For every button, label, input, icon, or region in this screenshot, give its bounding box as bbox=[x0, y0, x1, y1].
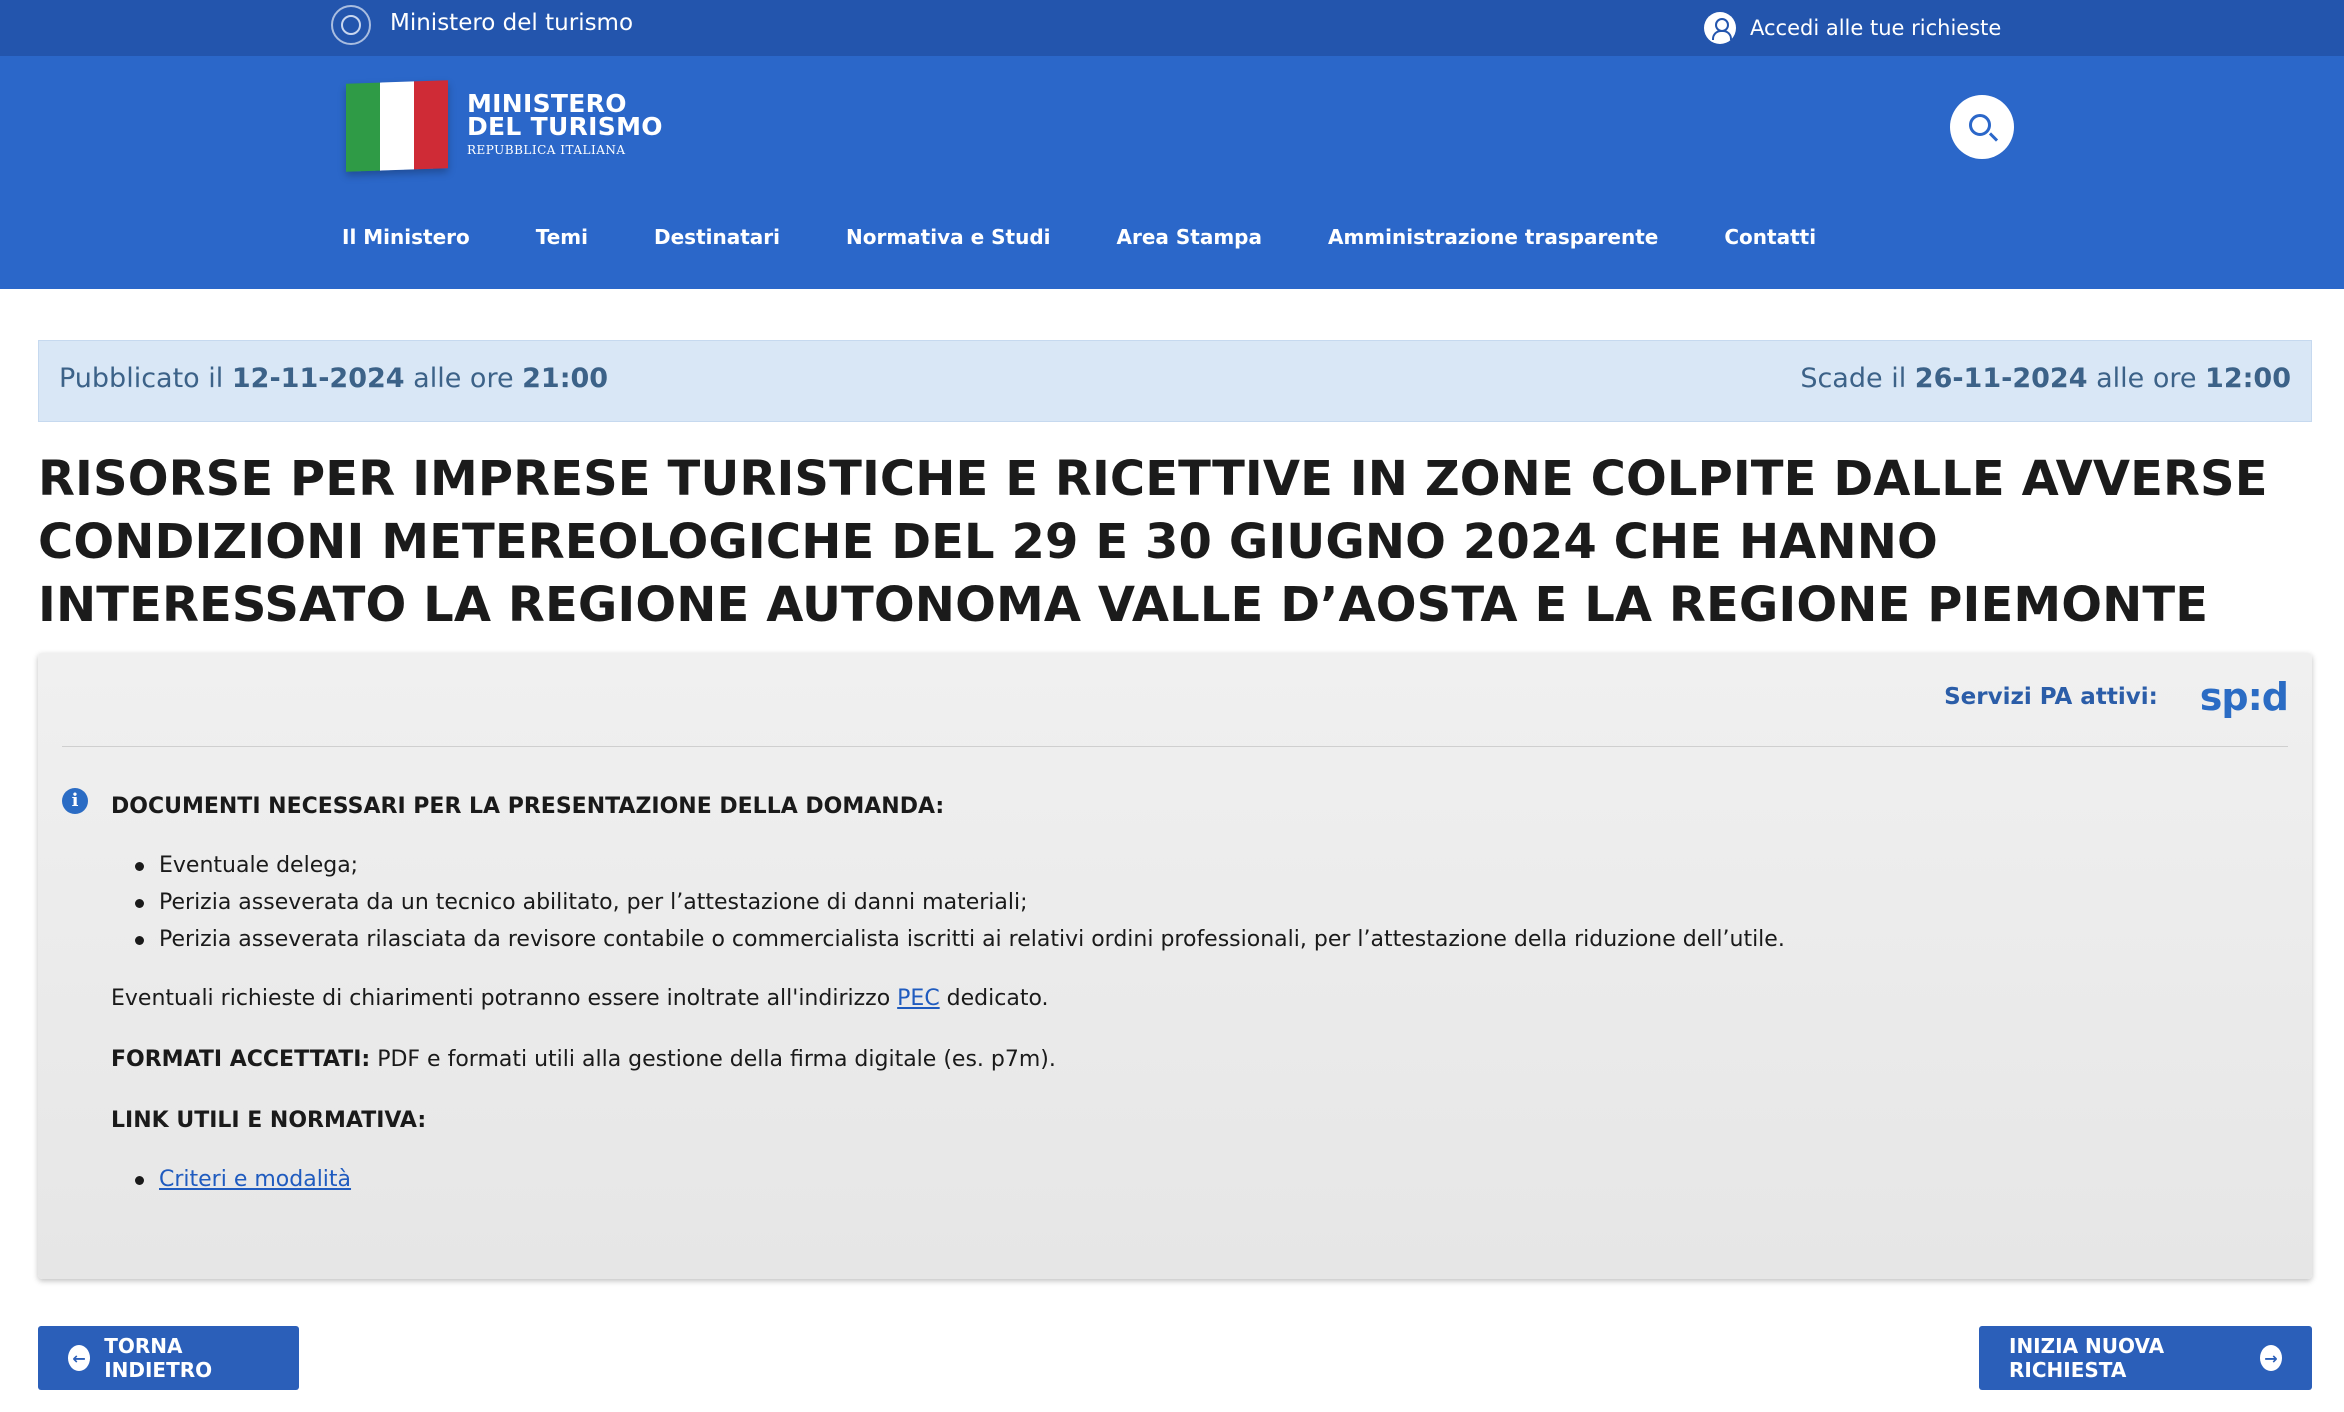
list-item bbox=[135, 1161, 2261, 1198]
docs-list bbox=[135, 847, 2261, 958]
info-icon: i bbox=[62, 788, 88, 814]
org-name[interactable]: Ministero del turismo bbox=[390, 10, 634, 36]
pec-link[interactable]: PEC bbox=[897, 986, 940, 1011]
expiry-time: 12:00 bbox=[2205, 363, 2291, 394]
nav-item-normativa[interactable]: Normativa e Studi bbox=[846, 225, 1051, 249]
logo-line-3: REPUBBLICA ITALIANA bbox=[467, 143, 626, 157]
page-title: RISORSE PER IMPRESE TURISTICHE E RICETTIVE IN ZONE COLPITE DALLE AVVERSE CONDIZIONI METEREOLOGICHE DEL 29 E 30 GIUGNO 2024 CHE HANNO INTERESSATO LA REGIONE AUTONOMA VALLE D’AOSTA E LA REGIONE PIEMONTE bbox=[38, 451, 2268, 633]
spid-logo: sp:d bbox=[2199, 675, 2288, 719]
list-item: Perizia asseverata da un tecnico abilitato, per l’attestazione di danni materiali; bbox=[135, 884, 2261, 921]
emblem-icon bbox=[331, 5, 371, 45]
nav-item-temi[interactable]: Temi bbox=[535, 225, 588, 249]
nav-item-destinatari[interactable]: Destinatari bbox=[654, 225, 780, 249]
published-time: 21:00 bbox=[522, 363, 609, 394]
formats-label: FORMATI ACCETTATI: bbox=[111, 1047, 371, 1072]
main-header bbox=[0, 56, 2344, 289]
dates-banner bbox=[38, 340, 2312, 422]
published-info: Pubblicato il 12-11-2024 alle ore 21:00 bbox=[59, 363, 609, 394]
arrow-right-circle-icon: → bbox=[2260, 1345, 2282, 1371]
nav-item-area-stampa[interactable]: Area Stampa bbox=[1116, 225, 1262, 249]
services-label: Servizi PA attivi: bbox=[1944, 684, 2158, 710]
pec-paragraph: Eventuali richieste di chiarimenti potranno essere inoltrate all'indirizzo PEC dedicato. bbox=[111, 986, 1049, 1011]
links-list bbox=[135, 1161, 2261, 1198]
new-request-button[interactable] bbox=[1979, 1326, 2312, 1390]
italian-flag-logo[interactable] bbox=[346, 80, 448, 172]
logo-line-1: MINISTERO bbox=[467, 89, 627, 118]
formats-paragraph: FORMATI ACCETTATI: PDF e formati utili alla gestione della firma digitale (es. p7m). bbox=[111, 1047, 1056, 1072]
expiry-info: Scade il 26-11-2024 alle ore 12:00 bbox=[1800, 363, 2291, 394]
search-icon bbox=[1969, 114, 1991, 136]
site-logo-text[interactable] bbox=[467, 89, 663, 157]
login-link[interactable] bbox=[1704, 11, 2001, 45]
main-nav bbox=[342, 222, 1882, 252]
criteri-link[interactable]: Criteri e modalità bbox=[159, 1167, 352, 1192]
card-divider bbox=[62, 746, 2288, 747]
nav-item-amministrazione[interactable]: Amministrazione trasparente bbox=[1327, 225, 1659, 249]
published-date: 12-11-2024 bbox=[231, 363, 405, 394]
login-label: Accedi alle tue richieste bbox=[1750, 16, 2002, 40]
nav-item-contatti[interactable]: Contatti bbox=[1724, 225, 1817, 249]
back-button[interactable] bbox=[38, 1326, 299, 1390]
new-request-button-label: INIZIA NUOVA RICHIESTA bbox=[2009, 1334, 2165, 1382]
links-heading: LINK UTILI E NORMATIVA: bbox=[111, 1108, 427, 1133]
search-button[interactable] bbox=[1950, 95, 2014, 159]
active-services bbox=[1944, 677, 2288, 717]
expiry-date: 26-11-2024 bbox=[1914, 363, 2088, 394]
slim-header bbox=[0, 0, 2344, 56]
logo-line-2: DEL TURISMO bbox=[467, 112, 663, 141]
list-item: Eventuale delega; bbox=[135, 847, 2261, 884]
card-body bbox=[111, 788, 2261, 1220]
arrow-left-circle-icon: ← bbox=[68, 1345, 90, 1371]
user-icon bbox=[1704, 12, 1736, 44]
back-button-label: TORNA INDIETRO bbox=[104, 1334, 213, 1382]
docs-heading: DOCUMENTI NECESSARI PER LA PRESENTAZIONE DELLA DOMANDA: bbox=[111, 794, 945, 819]
nav-item-ministero[interactable]: Il Ministero bbox=[342, 225, 470, 249]
info-card bbox=[38, 653, 2312, 1279]
list-item: Perizia asseverata rilasciata da revisore contabile o commercialista iscritti ai relativi ordini professionali, per l’attestazione della riduzione dell’utile. bbox=[135, 921, 2261, 958]
